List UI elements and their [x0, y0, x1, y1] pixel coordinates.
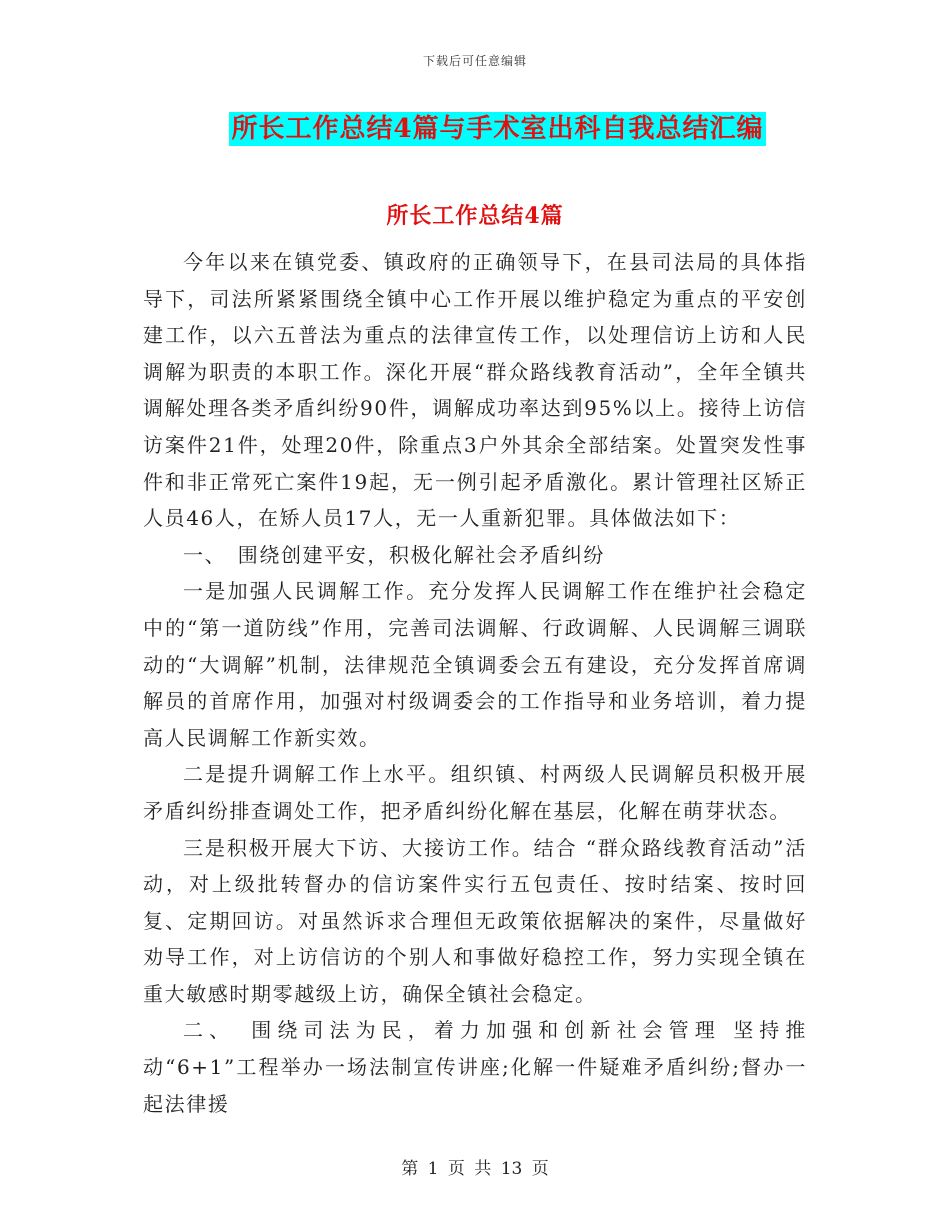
heading-section-one: 一、 围绕创建平安，积极化解社会矛盾纠纷 [183, 542, 605, 567]
main-title-container [0, 112, 950, 146]
page-number-footer: 第 1 页 共 13 页 [401, 1159, 549, 1179]
paragraph-mediation: 一是加强人民调解工作。充分发挥人民调解工作在维护社会稳定中的“第一道防线”作用，完善司法调解、行政调解、人民调解三调联动的“大调解”机制，法律规范全镇调委会五有建设，充分发挥首席调解员的首席作用，加强对村级调委会的工作指导和业务培训，着力提高人民调解工作新实效。 [143, 579, 807, 750]
paragraph-improve-mediation: 二是提升调解工作上水平。组织镇、村两级人民调解员积极开展矛盾纠纷排查调处工作，把矛盾纠纷化解在基层，化解在萌芽状态。 [143, 762, 807, 823]
heading-section-two: 二、 围绕司法为民，着力加强和创新社会管理 坚持推动“6+1”工程举办一场法制宣传讲座;化解一件疑难矛盾纠纷;督办一起法律援 [143, 1018, 807, 1116]
section-title: 所长工作总结4篇 [386, 203, 564, 229]
document-main-title: 所长工作总结4篇与手术室出科自我总结汇编 [231, 114, 764, 144]
document-body [143, 244, 807, 1122]
paragraph-intro: 今年以来在镇党委、镇政府的正确领导下，在县司法局的具体指导下，司法所紧紧围绕全镇中心工作开展以维护稳定为重点的平安创建工作，以六五普法为重点的法律宣传工作，以处理信访上访和人民调解为职责的本职工作。深化开展“群众路线教育活动”，全年全镇共调解处理各类矛盾纠纷90件，调解成功率达到95%以上。接待上访信访案件21件，处理20件，除重点3户外其余全部结案。处置突发性事件和非正常死亡案件19起，无一例引起矛盾激化。累计管理社区矫正人员46人，在矫人员17人，无一人重新犯罪。具体做法如下： [143, 250, 807, 531]
page-header-note: 下载后可任意编辑 [422, 54, 527, 68]
paragraph-petition-visits: 三是积极开展大下访、大接访工作。结合 “群众路线教育活动”活动，对上级批转督办的信访案件实行五包责任、按时结案、按时回复、定期回访。对虽然诉求合理但无政策依据解决的案件，尽量做好劝导工作，对上访信访的个别人和事做好稳控工作，努力实现全镇在重大敏感时期零越级上访，确保全镇社会稳定。 [143, 835, 807, 1006]
